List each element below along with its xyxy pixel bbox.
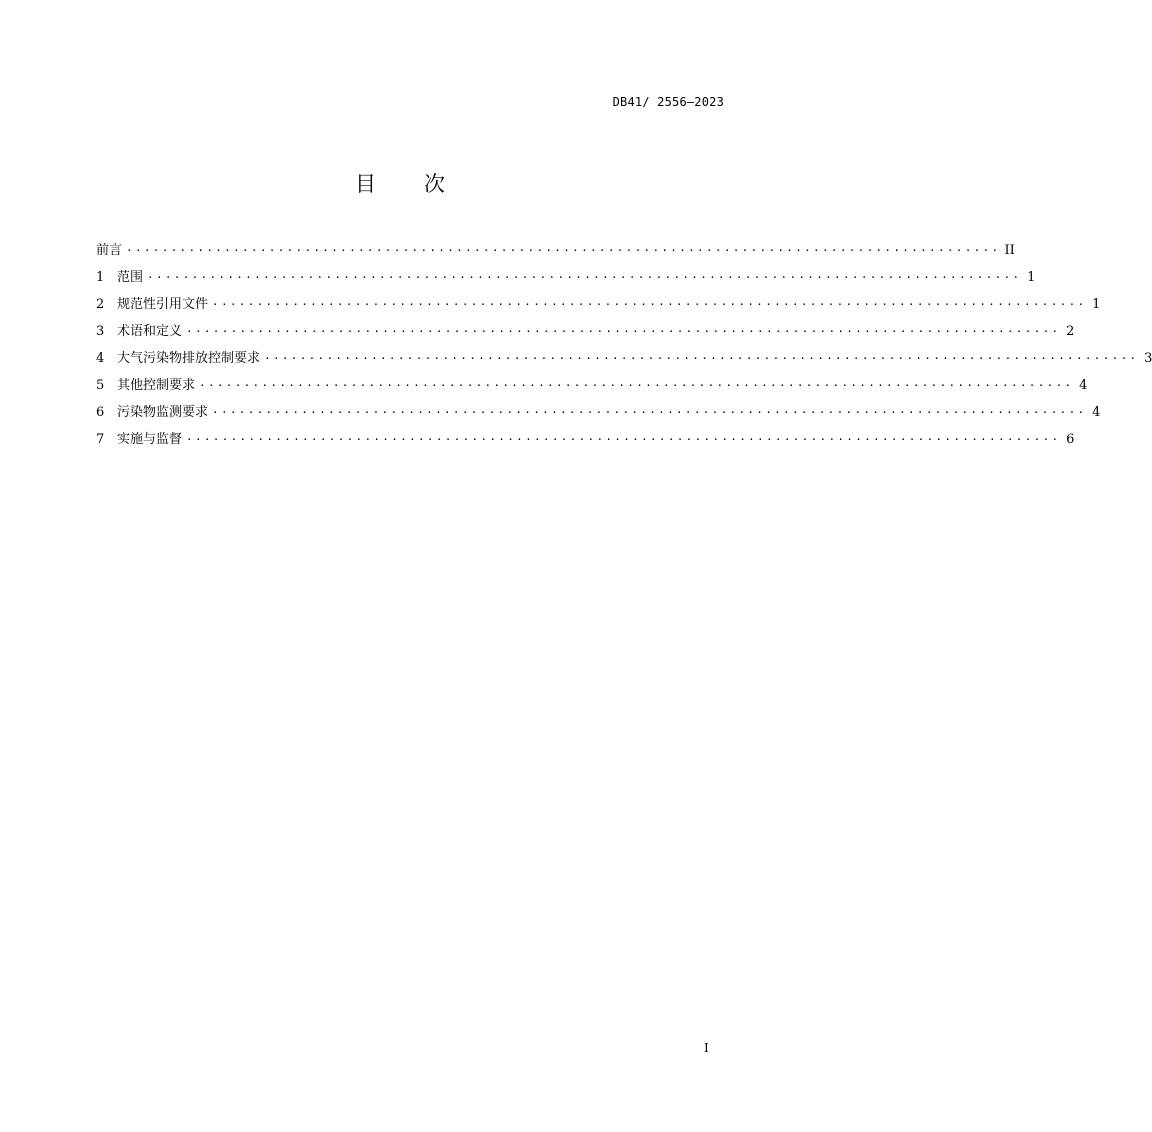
toc-leader-dots: ·································································································· [212,298,1087,311]
toc-entry-page: 1 [1092,297,1101,312]
toc-entry-6[interactable] [96,403,1101,430]
toc-leader-dots: ·································································································· [186,433,1061,446]
toc-entry-page: 6 [1066,432,1075,447]
toc-entry-2[interactable] [96,295,1101,322]
toc-entry-label: 其他控制要求 [117,378,196,393]
toc-entry-3[interactable] [96,322,1075,349]
toc-entry-number: 1 [96,270,105,285]
toc-entry-label: 范围 [117,270,144,285]
toc-entry-page: 1 [1027,270,1036,285]
document-code: DB41/ 2556—2023 [612,95,724,109]
toc-leader-dots: ·································································································· [212,406,1087,419]
toc-entry-number: 5 [96,378,105,393]
toc-entry-number: 2 [96,297,105,312]
toc-entry-page: 3 [1144,351,1152,366]
toc-entry-page: 2 [1066,324,1075,339]
toc-entry-number: 3 [96,324,105,339]
toc-leader-dots: ·································································································· [126,244,1001,257]
toc-entry-page: 4 [1092,405,1101,420]
toc-entry-number: 4 [96,351,105,366]
toc-leader-dots: ·································································································· [147,271,1022,284]
toc-entry-label: 术语和定义 [117,324,183,339]
toc-entry-foreword[interactable] [96,241,1015,268]
toc-leader-dots: ·································································································· [186,325,1061,338]
toc-leader-dots: ·································································································· [199,379,1074,392]
toc-entry-label: 前言 [96,243,123,258]
toc-entry-number: 6 [96,405,105,420]
toc-entry-5[interactable] [96,376,1088,403]
title-char-1: 目 [355,172,376,196]
toc-leader-dots: ·································································································· [264,352,1139,365]
page-number: I [704,1041,709,1055]
table-of-contents [96,241,1152,457]
title-char-2: 次 [424,172,445,196]
toc-entry-page: 4 [1079,378,1088,393]
toc-entry-label: 规范性引用文件 [117,297,209,312]
toc-entry-1[interactable] [96,268,1036,295]
toc-entry-7[interactable] [96,430,1075,457]
toc-entry-page: II [1004,243,1015,258]
toc-entry-number: 7 [96,432,105,447]
toc-entry-label: 实施与监督 [117,432,183,447]
toc-entry-4[interactable] [96,349,1152,376]
page-title [0,168,800,198]
toc-entry-label: 大气污染物排放控制要求 [117,351,261,366]
toc-entry-label: 污染物监测要求 [117,405,209,420]
